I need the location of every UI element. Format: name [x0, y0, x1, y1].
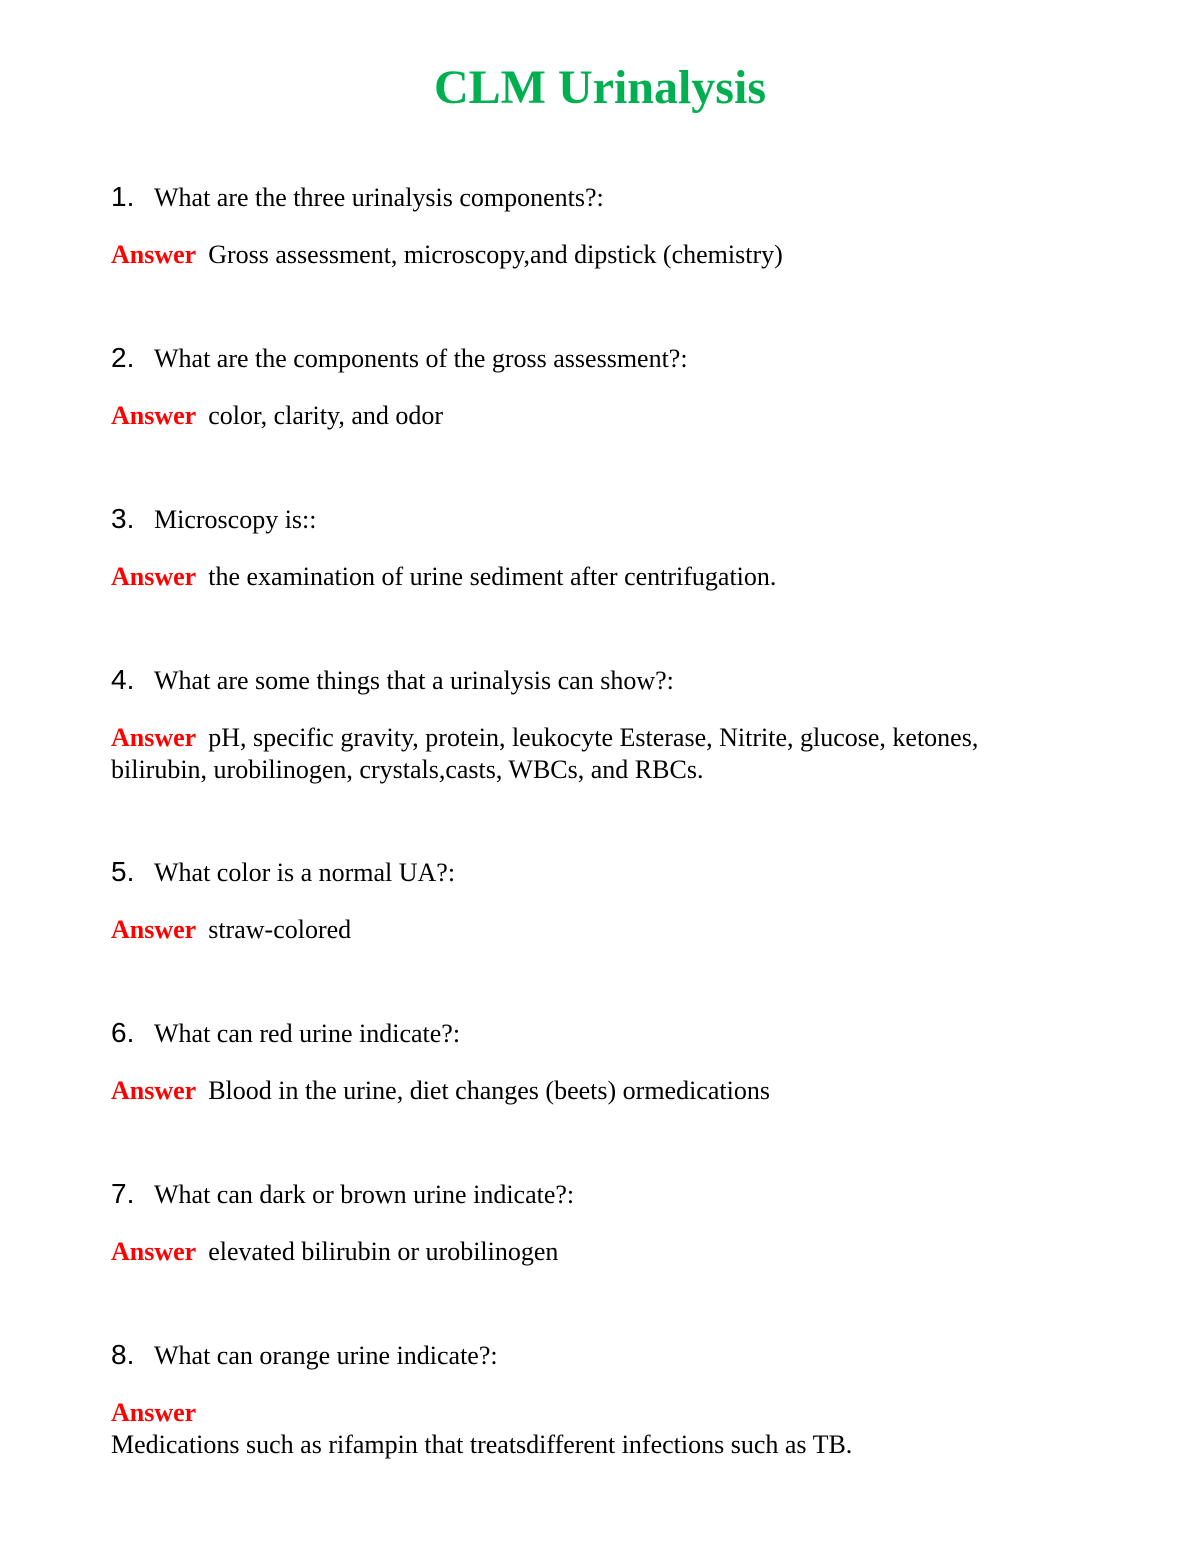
- qa-item-2: [111, 338, 1071, 432]
- question-text: Microscopy is::: [154, 505, 317, 534]
- question: [111, 852, 1071, 892]
- question: [111, 499, 1071, 539]
- answer-text: Gross assessment, microscopy,and dipstick (chemistry): [208, 240, 783, 269]
- question: [111, 177, 1071, 217]
- question-text: What can orange urine indicate?:: [154, 1341, 498, 1370]
- question-number: 3.: [111, 503, 135, 534]
- answer: [111, 1075, 1071, 1107]
- question: [111, 1013, 1071, 1053]
- answer-text: color, clarity, and odor: [208, 401, 444, 430]
- answer-text: straw-colored: [208, 915, 352, 944]
- question: [111, 1174, 1071, 1214]
- answer-label: Answer: [111, 240, 197, 269]
- question: [111, 660, 1071, 700]
- answer: [111, 400, 1071, 432]
- question-text: What are some things that a urinalysis can show?:: [154, 666, 674, 695]
- answer: [111, 1236, 1071, 1268]
- question-number: 5.: [111, 856, 135, 887]
- question-text: What are the three urinalysis components?:: [154, 183, 604, 212]
- answer-label: Answer: [111, 1237, 197, 1266]
- question-text: What are the components of the gross assessment?:: [154, 344, 688, 373]
- qa-item-4: [111, 660, 1071, 786]
- answer-text: Medications such as rifampin that treatsdifferent infections such as TB.: [111, 1430, 853, 1459]
- question-number: 2.: [111, 342, 135, 373]
- answer-label: Answer: [111, 401, 197, 430]
- page-title: CLM Urinalysis: [433, 61, 766, 114]
- answer-label: Answer: [111, 1076, 197, 1105]
- answer-text: Blood in the urine, diet changes (beets) ormedications: [208, 1076, 770, 1105]
- answer: [111, 561, 1071, 593]
- question-number: 1.: [111, 181, 135, 212]
- qa-item-8: [111, 1335, 1071, 1461]
- question-number: 6.: [111, 1017, 135, 1048]
- qa-item-3: [111, 499, 1071, 593]
- answer: [111, 914, 1071, 946]
- answer-label: Answer: [111, 723, 197, 752]
- answer-text: elevated bilirubin or urobilinogen: [208, 1237, 559, 1266]
- question: [111, 1335, 1071, 1375]
- qa-item-5: [111, 852, 1071, 946]
- question-text: What color is a normal UA?:: [154, 858, 456, 887]
- qa-item-1: [111, 177, 1071, 271]
- qa-item-7: [111, 1174, 1071, 1268]
- question-number: 4.: [111, 664, 135, 695]
- answer-text: the examination of urine sediment after centrifugation.: [208, 562, 777, 591]
- question-number: 7.: [111, 1178, 135, 1209]
- answer-label: Answer: [111, 1398, 197, 1427]
- answer: [111, 722, 1071, 786]
- answer-label: Answer: [111, 562, 197, 591]
- answer-label: Answer: [111, 915, 197, 944]
- answer-text: pH, specific gravity, protein, leukocyte Esterase, Nitrite, glucose, ketones, bilirubin, urobilinogen, crystals,casts, WBCs, and RBCs.: [111, 723, 979, 784]
- answer: [111, 1397, 1071, 1461]
- question-text: What can red urine indicate?:: [154, 1019, 461, 1048]
- question-number: 8.: [111, 1339, 135, 1370]
- qa-item-6: [111, 1013, 1071, 1107]
- answer: [111, 239, 1071, 271]
- question: [111, 338, 1071, 378]
- question-text: What can dark or brown urine indicate?:: [154, 1180, 575, 1209]
